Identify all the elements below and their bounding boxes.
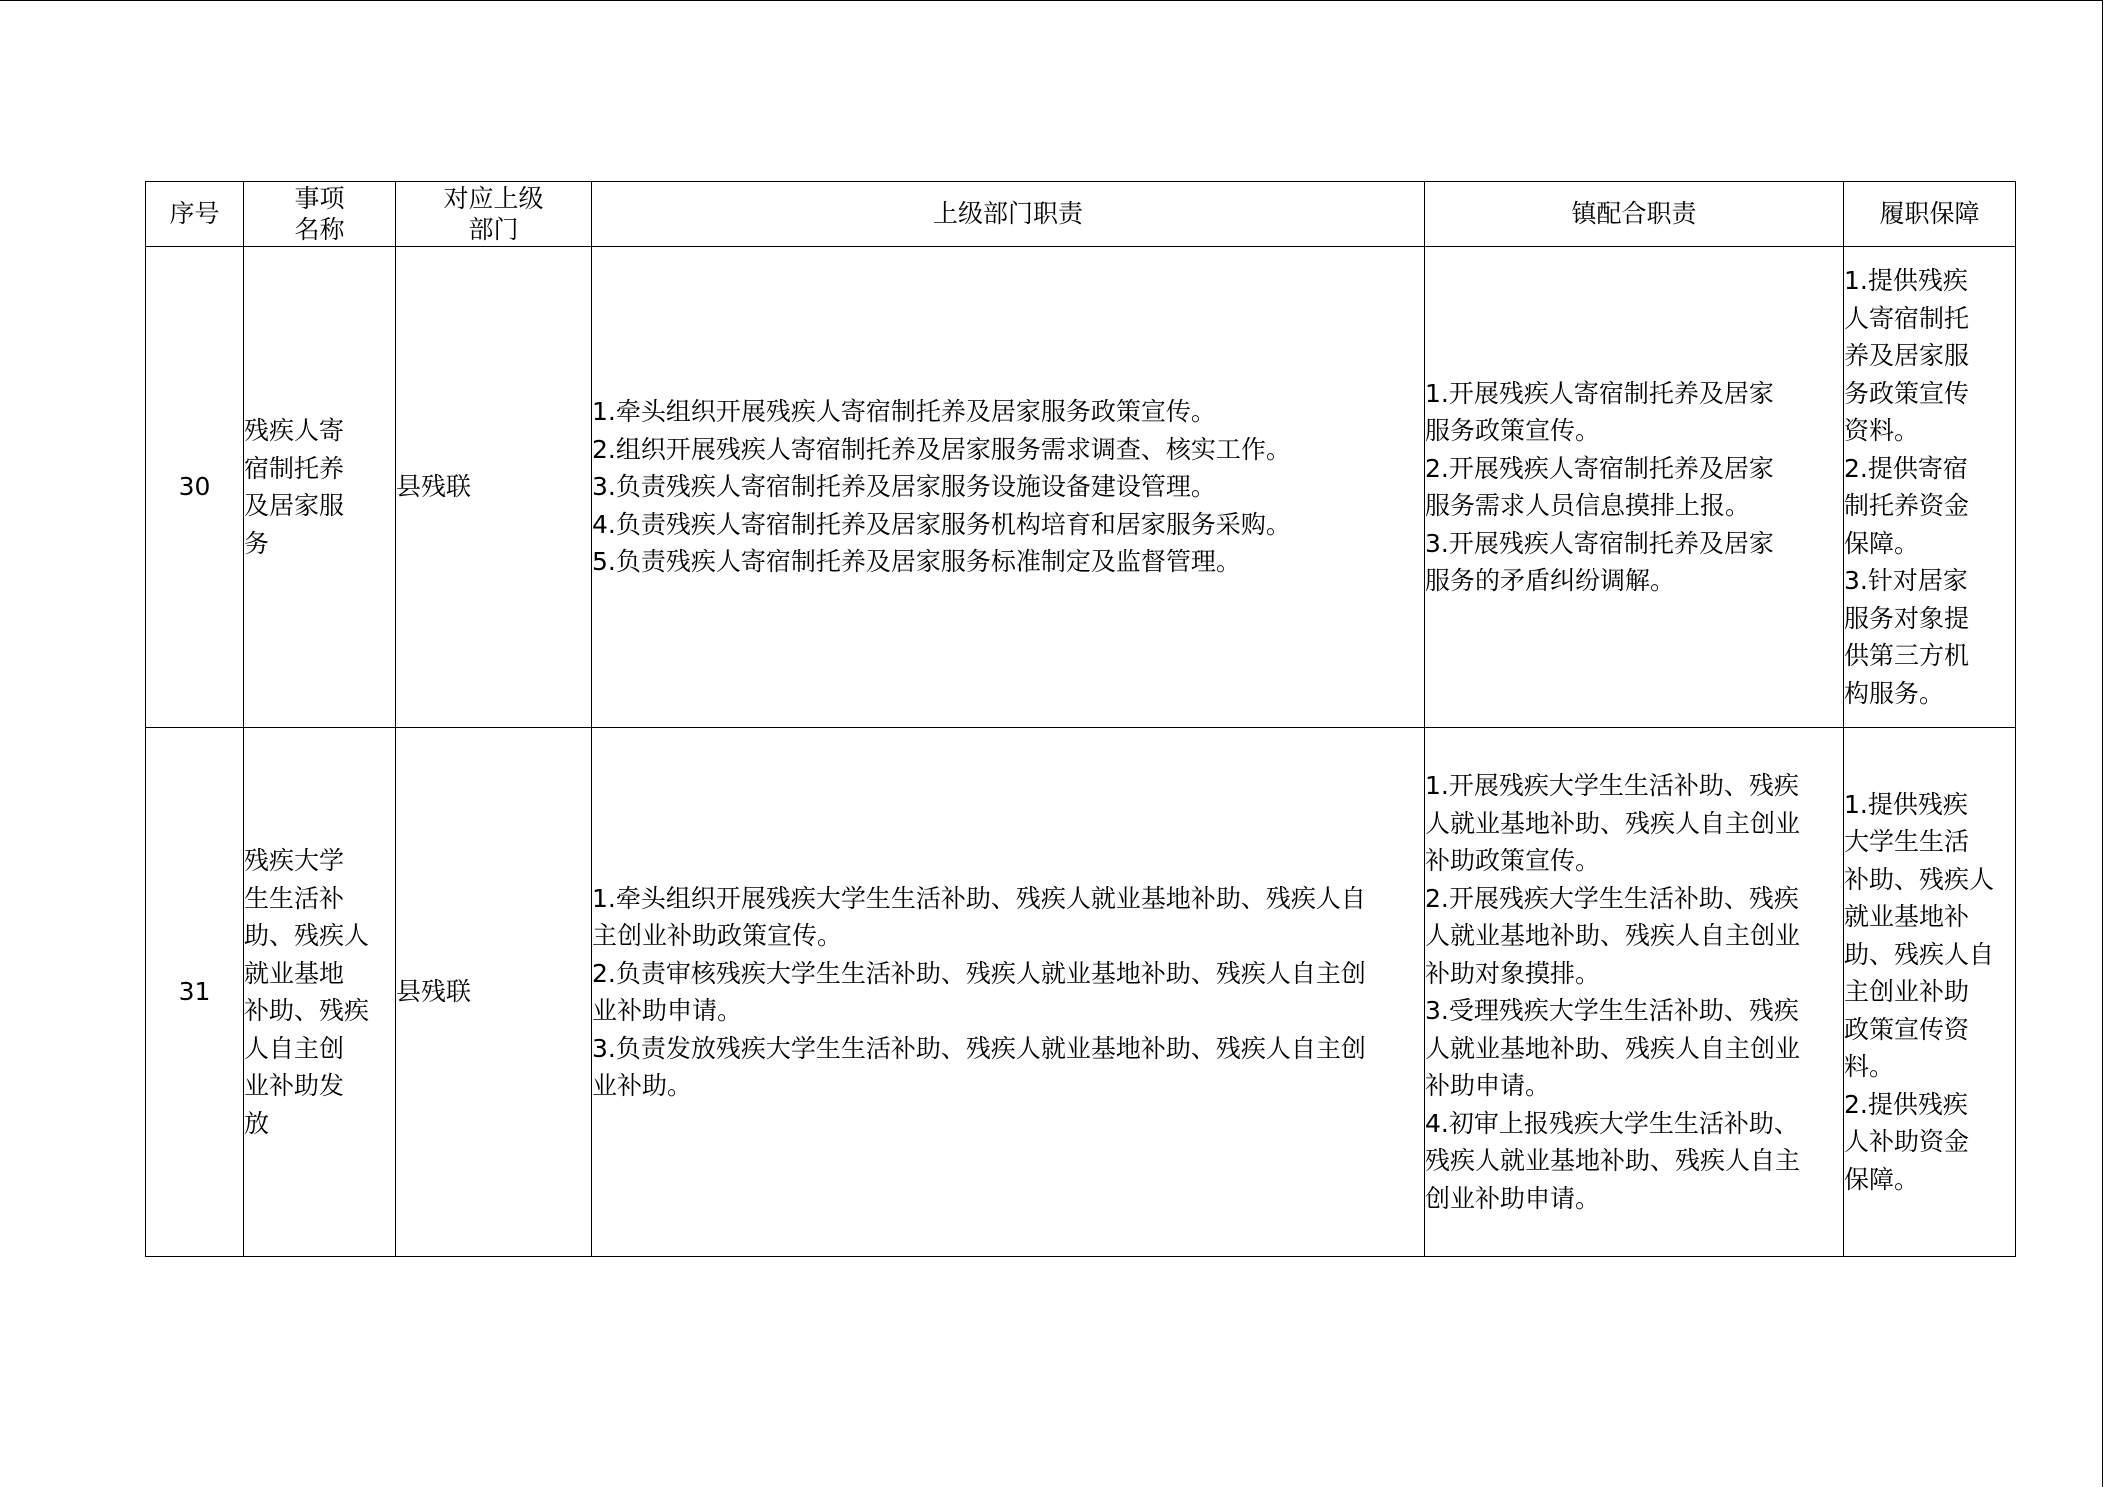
header-item-name: 事项 名称 [244, 182, 396, 247]
cell-seq: 30 [146, 247, 244, 728]
cell-upper-duty: 1.牵头组织开展残疾大学生生活补助、残疾人就业基地补助、残疾人自 主创业补助政策宣传。 2.负责审核残疾大学生生活补助、残疾人就业基地补助、残疾人自主创 业补助申请。 3.负责发放残疾大学生生活补助、残疾人就业基地补助、残疾人自主创 业补助。 [592, 728, 1425, 1257]
cell-town-duty: 1.开展残疾人寄宿制托养及居家 服务政策宣传。 2.开展残疾人寄宿制托养及居家 服务需求人员信息摸排上报。 3.开展残疾人寄宿制托养及居家 服务的矛盾纠纷调解。 [1425, 247, 1844, 728]
cell-guarantee: 1.提供残疾 大学生生活 补助、残疾人 就业基地补 助、残疾人自 主创业补助 政策宣传资 料。 2.提供残疾 人补助资金 保障。 [1844, 728, 2016, 1257]
header-row [146, 182, 2016, 247]
cell-item-name: 残疾大学 生生活补 助、残疾人 就业基地 补助、残疾 人自主创 业补助发 放 [244, 728, 396, 1257]
header-dept: 对应上级 部门 [396, 182, 592, 247]
table-row [146, 728, 2016, 1257]
cell-town-duty: 1.开展残疾大学生生活补助、残疾 人就业基地补助、残疾人自主创业 补助政策宣传。 2.开展残疾大学生生活补助、残疾 人就业基地补助、残疾人自主创业 补助对象摸排。 3.受理残疾大学生生活补助、残疾 人就业基地补助、残疾人自主创业 补助申请。 4.初审上报残疾大学生生活补助、 残疾人就业基地补助、残疾人自主 创业补助申请。 [1425, 728, 1844, 1257]
cell-upper-duty: 1.牵头组织开展残疾人寄宿制托养及居家服务政策宣传。 2.组织开展残疾人寄宿制托养及居家服务需求调查、核实工作。 3.负责残疾人寄宿制托养及居家服务设施设备建设管理。 4.负责残疾人寄宿制托养及居家服务机构培育和居家服务采购。 5.负责残疾人寄宿制托养及居家服务标准制定及监督管理。 [592, 247, 1425, 728]
cell-item-name: 残疾人寄 宿制托养 及居家服 务 [244, 247, 396, 728]
cell-guarantee: 1.提供残疾 人寄宿制托 养及居家服 务政策宣传 资料。 2.提供寄宿 制托养资金 保障。 3.针对居家 服务对象提 供第三方机 构服务。 [1844, 247, 2016, 728]
header-town-duty: 镇配合职责 [1425, 182, 1844, 247]
table-row [146, 247, 2016, 728]
header-upper-duty: 上级部门职责 [592, 182, 1425, 247]
cell-seq: 31 [146, 728, 244, 1257]
cell-dept: 县残联 [396, 728, 592, 1257]
header-seq: 序号 [146, 182, 244, 247]
header-guarantee: 履职保障 [1844, 182, 2016, 247]
cell-dept: 县残联 [396, 247, 592, 728]
duty-table [145, 181, 2016, 1257]
